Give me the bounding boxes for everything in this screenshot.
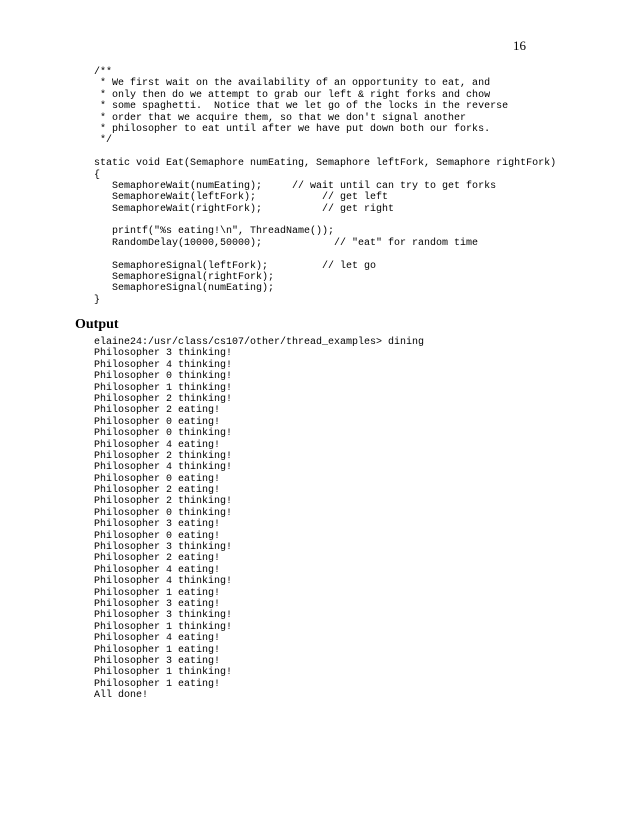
code-line: * We first wait on the availability of an opportunity to eat, and bbox=[94, 78, 491, 90]
code-line bbox=[94, 215, 556, 226]
code-line: SemaphoreWait(leftFork); // get left bbox=[94, 192, 389, 204]
output-line: Philosopher 0 eating! bbox=[94, 530, 221, 542]
output-line: Philosopher 4 eating! bbox=[94, 439, 221, 451]
code-line: SemaphoreWait(numEating); // wait until can try to get forks bbox=[94, 180, 497, 192]
code-line: } bbox=[94, 294, 101, 306]
code-line bbox=[94, 147, 556, 158]
output-line: Philosopher 1 thinking! bbox=[94, 667, 233, 679]
output-line: Philosopher 2 eating! bbox=[94, 405, 221, 417]
code-line: SemaphoreSignal(rightFork); bbox=[94, 272, 275, 284]
terminal-output bbox=[94, 337, 424, 702]
code-line: SemaphoreSignal(numEating); bbox=[94, 283, 275, 295]
code-line: { bbox=[94, 169, 101, 181]
output-line: Philosopher 1 eating! bbox=[94, 678, 221, 690]
code-line bbox=[94, 249, 556, 260]
code-line: * some spaghetti. Notice that we let go of the locks in the reverse bbox=[94, 101, 509, 113]
output-line: Philosopher 2 thinking! bbox=[94, 496, 233, 508]
output-line: Philosopher 2 thinking! bbox=[94, 450, 233, 462]
code-line: printf("%s eating!\n", ThreadName()); bbox=[94, 226, 335, 238]
output-line: Philosopher 3 thinking! bbox=[94, 348, 233, 360]
output-line: Philosopher 1 thinking! bbox=[94, 382, 233, 394]
code-line: */ bbox=[94, 135, 113, 147]
output-line: elaine24:/usr/class/cs107/other/thread_examples> dining bbox=[94, 337, 425, 348]
code-line: * only then do we attempt to grab our left & right forks and chow bbox=[94, 89, 491, 101]
output-line: Philosopher 0 thinking! bbox=[94, 371, 233, 383]
output-line: Philosopher 1 eating! bbox=[94, 587, 221, 599]
code-line: /** bbox=[94, 67, 113, 78]
output-line: All done! bbox=[94, 690, 149, 702]
output-line: Philosopher 3 thinking! bbox=[94, 542, 233, 554]
output-line: Philosopher 0 thinking! bbox=[94, 507, 233, 519]
output-line: Philosopher 3 eating! bbox=[94, 655, 221, 667]
code-line: * order that we acquire them, so that we don't signal another bbox=[94, 112, 467, 124]
code-line: static void Eat(Semaphore numEating, Semaphore leftFork, Semaphore rightFork) bbox=[94, 158, 557, 170]
code-line: RandomDelay(10000,50000); // "eat" for random time bbox=[94, 237, 479, 249]
output-line: Philosopher 0 eating! bbox=[94, 416, 221, 428]
code-listing bbox=[94, 67, 556, 306]
output-line: Philosopher 4 thinking! bbox=[94, 576, 233, 588]
output-line: Philosopher 2 eating! bbox=[94, 553, 221, 565]
output-line: Philosopher 0 thinking! bbox=[94, 428, 233, 440]
output-line: Philosopher 2 thinking! bbox=[94, 393, 233, 405]
output-line: Philosopher 2 eating! bbox=[94, 485, 221, 497]
output-line: Philosopher 4 eating! bbox=[94, 564, 221, 576]
output-line: Philosopher 1 thinking! bbox=[94, 621, 233, 633]
output-line: Philosopher 4 thinking! bbox=[94, 462, 233, 474]
code-line: SemaphoreWait(rightFork); // get right bbox=[94, 203, 395, 215]
output-line: Philosopher 1 eating! bbox=[94, 644, 221, 656]
output-line: Philosopher 4 thinking! bbox=[94, 359, 233, 371]
output-line: Philosopher 3 eating! bbox=[94, 598, 221, 610]
page-number: 16 bbox=[513, 38, 526, 53]
output-line: Philosopher 3 thinking! bbox=[94, 610, 233, 622]
code-line: * philosopher to eat until after we have put down both our forks. bbox=[94, 123, 491, 135]
output-line: Philosopher 4 eating! bbox=[94, 633, 221, 645]
output-heading: Output bbox=[75, 317, 119, 332]
output-line: Philosopher 0 eating! bbox=[94, 473, 221, 485]
code-line: SemaphoreSignal(leftFork); // let go bbox=[94, 260, 377, 272]
output-line: Philosopher 3 eating! bbox=[94, 519, 221, 531]
